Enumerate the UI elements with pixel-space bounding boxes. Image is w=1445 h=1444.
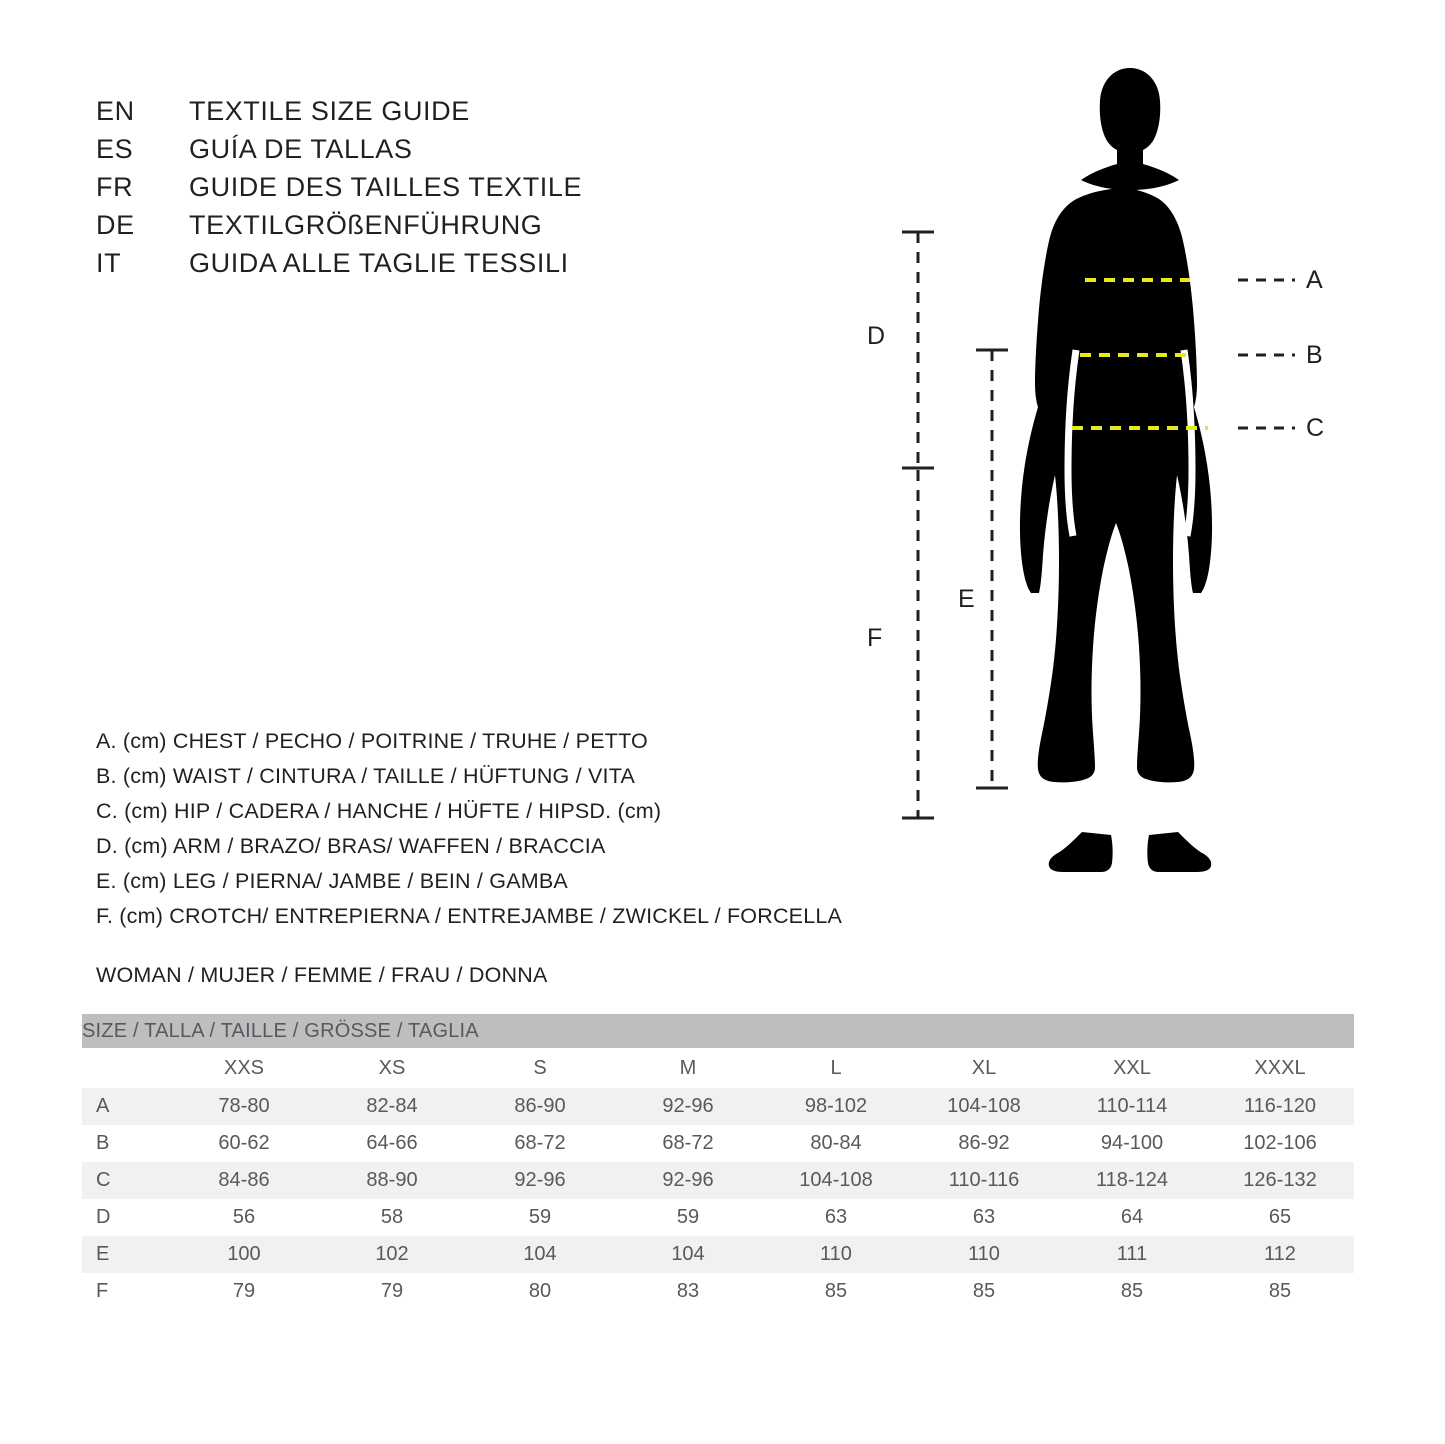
cell-e-l: 110 [762, 1236, 910, 1273]
gender-label: WOMAN / MUJER / FEMME / FRAU / DONNA [96, 963, 548, 987]
table-band-label: SIZE / TALLA / TAILLE / GRÖSSE / TAGLIA [82, 1014, 1354, 1048]
title-text-en: TEXTILE SIZE GUIDE [189, 96, 470, 126]
title-lang-en: EN [96, 96, 135, 126]
title-row-fr [96, 168, 796, 206]
col-head-xl: XL [910, 1048, 1058, 1088]
table-row [82, 1236, 1354, 1273]
cell-a-m: 92-96 [614, 1088, 762, 1125]
cell-b-m: 68-72 [614, 1125, 762, 1162]
cell-e-xl: 110 [910, 1236, 1058, 1273]
cell-e-xxs: 100 [170, 1236, 318, 1273]
legend-item-f: F. (cm) CROTCH/ ENTREPIERNA / ENTREJAMBE / ZWICKEL / FORCELLA [96, 904, 843, 928]
table-row [82, 1125, 1354, 1162]
row-label-d: D [82, 1199, 170, 1236]
cell-d-xxl: 64 [1058, 1199, 1206, 1236]
title-row-it [96, 244, 796, 282]
cell-b-xxxl: 102-106 [1206, 1125, 1354, 1162]
cell-a-l: 98-102 [762, 1088, 910, 1125]
table-band-row [82, 1014, 1354, 1048]
cell-f-xl: 85 [910, 1273, 1058, 1310]
row-label-a: A [82, 1088, 170, 1125]
row-label-c: C [82, 1162, 170, 1199]
cell-f-s: 80 [466, 1273, 614, 1310]
col-head-xxs: XXS [170, 1048, 318, 1088]
cell-f-xs: 79 [318, 1273, 466, 1310]
cell-a-s: 86-90 [466, 1088, 614, 1125]
cell-b-xxl: 94-100 [1058, 1125, 1206, 1162]
size-table-wrap [82, 1014, 1354, 1310]
cell-f-xxxl: 85 [1206, 1273, 1354, 1310]
col-head-m: M [614, 1048, 762, 1088]
cell-d-l: 63 [762, 1199, 910, 1236]
cell-b-s: 68-72 [466, 1125, 614, 1162]
legend-block [96, 724, 926, 934]
cell-c-l: 104-108 [762, 1162, 910, 1199]
cell-a-xxxl: 116-120 [1206, 1088, 1354, 1125]
title-text-fr: GUIDE DES TAILLES TEXTILE [189, 172, 583, 202]
cell-a-xs: 82-84 [318, 1088, 466, 1125]
table-row [82, 1199, 1354, 1236]
cell-b-xl: 86-92 [910, 1125, 1058, 1162]
cell-d-s: 59 [466, 1199, 614, 1236]
col-head-blank [82, 1048, 170, 1088]
title-lang-it: IT [96, 248, 122, 278]
cell-e-xs: 102 [318, 1236, 466, 1273]
table-row [82, 1162, 1354, 1199]
cell-d-xs: 58 [318, 1199, 466, 1236]
cell-f-m: 83 [614, 1273, 762, 1310]
cell-d-m: 59 [614, 1199, 762, 1236]
cell-c-xxs: 84-86 [170, 1162, 318, 1199]
woman-silhouette [1020, 68, 1212, 872]
size-table [82, 1014, 1354, 1310]
leader-lines [1238, 280, 1295, 428]
cell-a-xxs: 78-80 [170, 1088, 318, 1125]
legend-item-e: E. (cm) LEG / PIERNA/ JAMBE / BEIN / GAMBA [96, 869, 568, 893]
cell-e-m: 104 [614, 1236, 762, 1273]
label-c: C [1306, 414, 1325, 442]
bracket-e [976, 350, 1008, 788]
cell-d-xl: 63 [910, 1199, 1058, 1236]
cell-b-l: 80-84 [762, 1125, 910, 1162]
cell-e-s: 104 [466, 1236, 614, 1273]
legend-item-a: A. (cm) CHEST / PECHO / POITRINE / TRUHE / PETTO [96, 729, 648, 753]
title-block [96, 92, 796, 282]
label-b: B [1306, 341, 1323, 369]
label-d: D [867, 322, 886, 350]
cell-c-s: 92-96 [466, 1162, 614, 1199]
title-text-es: GUÍA DE TALLAS [189, 134, 413, 164]
title-text-it: GUIDA ALLE TAGLIE TESSILI [189, 248, 569, 278]
cell-b-xs: 64-66 [318, 1125, 466, 1162]
title-lang-de: DE [96, 210, 135, 240]
row-label-e: E [82, 1236, 170, 1273]
col-head-xxl: XXL [1058, 1048, 1206, 1088]
legend-item-b: B. (cm) WAIST / CINTURA / TAILLE / HÜFTUNG / VITA [96, 764, 635, 788]
col-head-xs: XS [318, 1048, 466, 1088]
legend-item-c: C. (cm) HIP / CADERA / HANCHE / HÜFTE / HIPSD. (cm) [96, 799, 662, 823]
bracket-d [902, 232, 934, 468]
legend-item-d: D. (cm) ARM / BRAZO/ BRAS/ WAFFEN / BRACCIA [96, 834, 606, 858]
cell-c-xl: 110-116 [910, 1162, 1058, 1199]
cell-a-xxl: 110-114 [1058, 1088, 1206, 1125]
cell-e-xxl: 111 [1058, 1236, 1206, 1273]
title-row-es [96, 130, 796, 168]
cell-d-xxxl: 65 [1206, 1199, 1354, 1236]
label-f: F [867, 624, 883, 652]
cell-c-xxxl: 126-132 [1206, 1162, 1354, 1199]
cell-d-xxs: 56 [170, 1199, 318, 1236]
title-row-de [96, 206, 796, 244]
cell-c-xs: 88-90 [318, 1162, 466, 1199]
col-head-s: S [466, 1048, 614, 1088]
col-head-l: L [762, 1048, 910, 1088]
title-text-de: TEXTILGRÖßENFÜHRUNG [189, 210, 543, 240]
title-lang-fr: FR [96, 172, 134, 202]
label-e: E [958, 585, 975, 613]
col-head-xxxl: XXXL [1206, 1048, 1354, 1088]
table-row [82, 1273, 1354, 1310]
cell-f-xxl: 85 [1058, 1273, 1206, 1310]
cell-e-xxxl: 112 [1206, 1236, 1354, 1273]
cell-b-xxs: 60-62 [170, 1125, 318, 1162]
cell-c-m: 92-96 [614, 1162, 762, 1199]
table-column-header-row [82, 1048, 1354, 1088]
row-label-f: F [82, 1273, 170, 1310]
cell-c-xxl: 118-124 [1058, 1162, 1206, 1199]
label-a: A [1306, 266, 1323, 294]
row-label-b: B [82, 1125, 170, 1162]
cell-a-xl: 104-108 [910, 1088, 1058, 1125]
cell-f-l: 85 [762, 1273, 910, 1310]
title-lang-es: ES [96, 134, 134, 164]
title-row-en [96, 92, 796, 130]
cell-f-xxs: 79 [170, 1273, 318, 1310]
table-row [82, 1088, 1354, 1125]
